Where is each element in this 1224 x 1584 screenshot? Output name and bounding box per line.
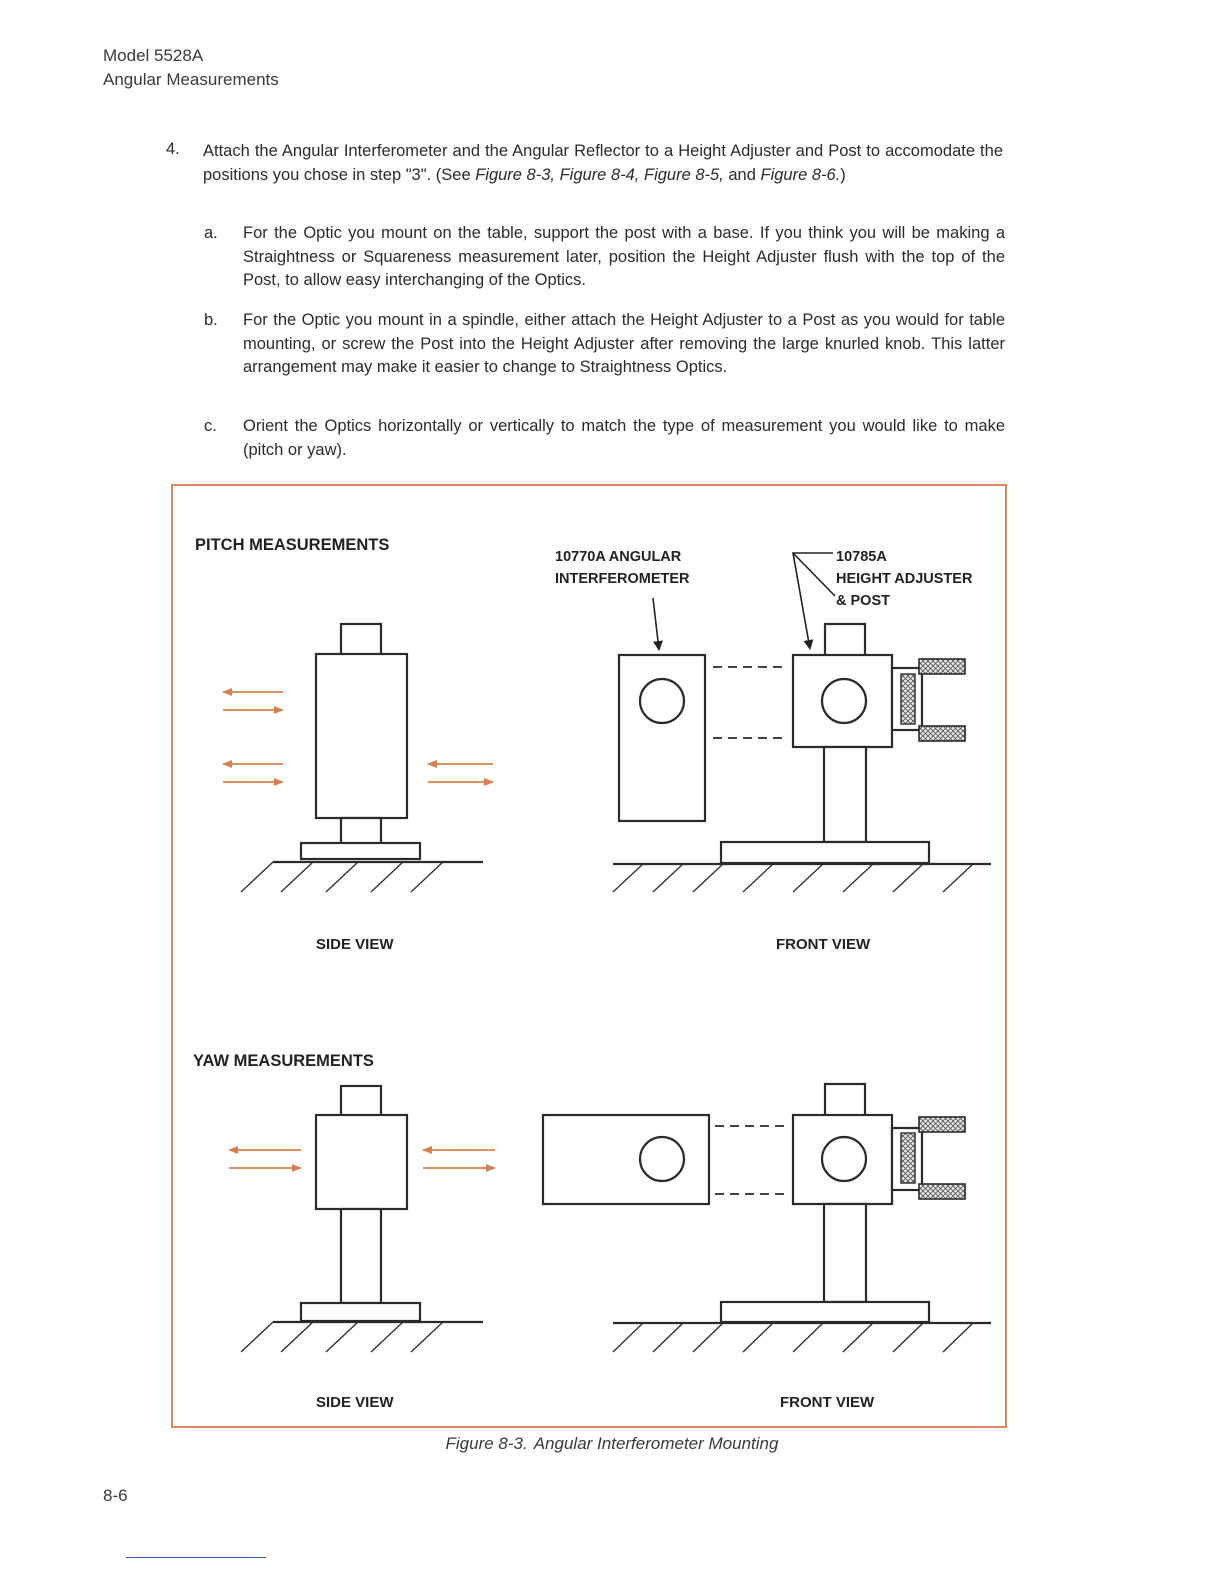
pitch-title: PITCH MEASUREMENTS xyxy=(195,536,390,554)
figure-caption xyxy=(0,1434,1224,1454)
pitch-front-view xyxy=(613,624,991,892)
substep-text: For the Optic you mount in a spindle, either attach the Height Adjuster to a Post as you would for table mounting, or screw the Post into the Height Adjuster after removing the large knurled knob. This latter arrangement may make it easier to change to Straightness Optics. xyxy=(243,311,1005,376)
yaw-front-view xyxy=(543,1084,991,1352)
adjuster-label: HEIGHT ADJUSTER xyxy=(836,571,973,587)
substep-label: a. xyxy=(204,224,218,242)
figure-ref: Figure 8-3, xyxy=(475,165,555,184)
pitch-alignment-lines xyxy=(713,667,787,738)
figure-8-3 xyxy=(171,484,1007,1428)
substep-text: Orient the Optics horizontally or vertically to match the type of measurement you would like to make (pitch or yaw). xyxy=(243,417,1005,459)
figure-ref: Figure 8-4, xyxy=(559,165,640,184)
step-lead: Attach the Angular Interferometer and the Angular Reflector to a Height Adjuster and Post to accomodate the positions you chose in step "3". (See xyxy=(203,142,1003,184)
adjuster-label: 10785A xyxy=(836,549,887,565)
figure-ref: Figure 8-6. xyxy=(760,165,841,184)
substep-label: c. xyxy=(204,417,217,435)
callout-leaders xyxy=(653,553,835,650)
page-number: 8-6 xyxy=(103,1486,128,1505)
section-title: Angular Measurements xyxy=(103,70,279,89)
footer-rule xyxy=(126,1557,266,1558)
substep-label: b. xyxy=(204,311,218,329)
pitch-side-view-label: SIDE VIEW xyxy=(316,936,394,953)
running-header xyxy=(103,44,279,92)
yaw-front-view-label: FRONT VIEW xyxy=(780,1394,875,1411)
model-number: Model 5528A xyxy=(103,46,204,65)
step-number: 4. xyxy=(166,140,180,158)
yaw-title: YAW MEASUREMENTS xyxy=(193,1052,374,1070)
yaw-alignment-lines xyxy=(715,1126,787,1194)
substep-text: For the Optic you mount on the table, support the post with a base. If you think you will be making a Straightness or Squareness measurement later, position the Height Adjuster flush with the top of the Post, to allow easy interchanging of the Optics. xyxy=(243,224,1005,289)
caption-number: Figure 8-3. xyxy=(445,1434,528,1453)
yaw-side-view-label: SIDE VIEW xyxy=(316,1394,394,1411)
step-conjunction: and xyxy=(728,165,756,184)
step-tail: ) xyxy=(840,165,846,184)
figure-drawing xyxy=(173,486,1005,1426)
interferometer-label: 10770A ANGULAR xyxy=(555,549,682,565)
adjuster-label: & POST xyxy=(836,593,890,609)
pitch-front-view-label: FRONT VIEW xyxy=(776,936,871,953)
yaw-side-view xyxy=(241,1086,483,1352)
pitch-side-view xyxy=(241,624,483,892)
figure-ref: Figure 8-5, xyxy=(643,165,724,184)
caption-title: Angular Interferometer Mounting xyxy=(533,1434,779,1453)
step-text xyxy=(203,140,1003,187)
interferometer-label: INTERFEROMETER xyxy=(555,571,690,587)
